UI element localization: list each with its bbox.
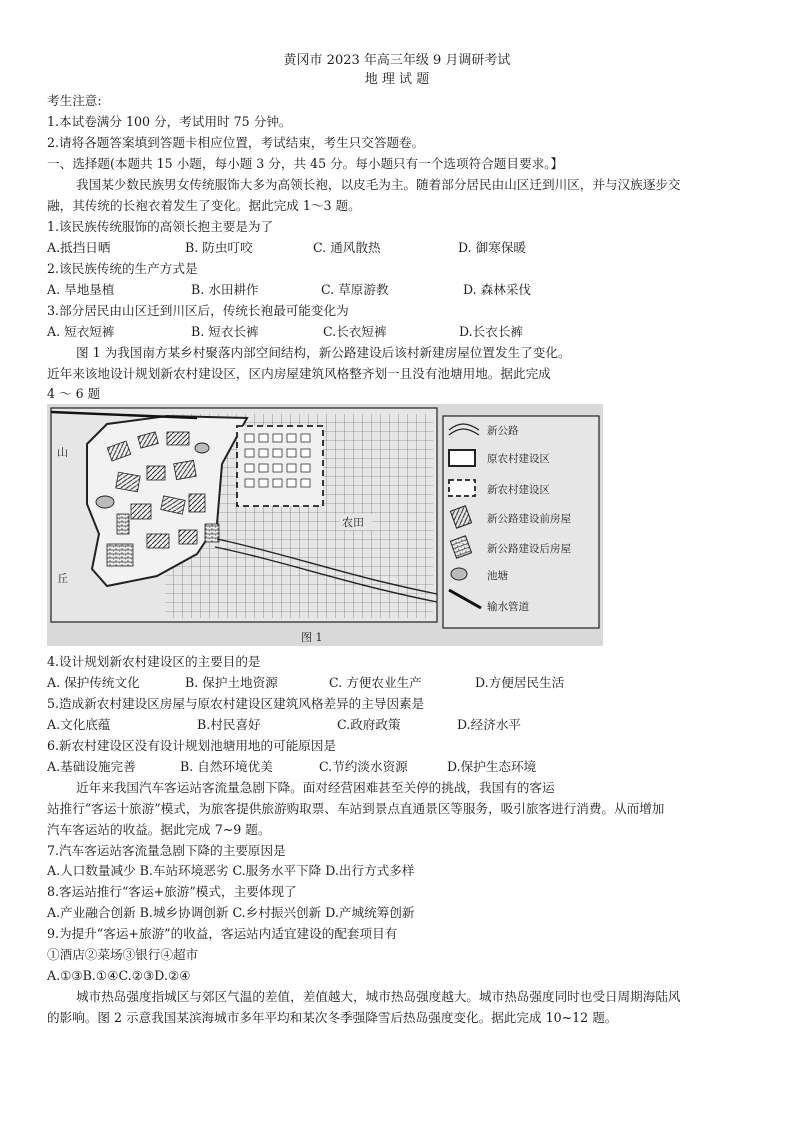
question-9-items: ①酒店②菜场③银行④超市 [47,947,199,962]
option-c: C.长衣短裤 [323,324,387,339]
legend-new-zone-icon [449,480,475,496]
passage-1-line-1: 我国某少数民族男女传统服饰大多为高领长袍，以皮毛为主。随着部分居民由山区迁到川区，并与汉族逐步交 [76,177,681,192]
question-7-stem: 7.汽车客运站客流量急剧下降的主要原因是 [47,843,286,858]
figure-caption: 图 1 [301,631,323,644]
option-b: B. 保护土地资源 [185,675,278,690]
section-heading: 一、选择题(本题共 15 小题，每小题 3 分，共 45 分。每小题只有一个选项符合题目要求。】 [47,156,564,171]
exam-title: 黄冈市 2023 年高三年级 9 月调研考试 [283,53,511,68]
notice-head: 考生注意: [47,93,102,108]
option-a: A.文化底蕴 [47,717,111,732]
question-2-options [47,281,754,299]
question-9-stem: 9.为提升“客运+旅游”的收益，客运站内适宜建设的配套项目有 [47,926,398,941]
legend-new-road: 新公路 [487,425,519,437]
passage-1-line-2: 融，其传统的长袍衣着发生了变化。据此完成 1～3 题。 [47,198,361,213]
option-b: B. 短衣长裤 [191,324,259,339]
legend-old-zone-icon [449,450,475,466]
option-c: C.节约淡水资源 [319,759,408,774]
option-d: D.保护生态环境 [447,759,537,774]
legend-pond-icon [451,568,467,580]
exam-subtitle: 地 理 试 题 [364,72,430,87]
legend-new-zone: 新农村建设区 [487,484,550,496]
notice-item-2: 2.请将各题答案填到答题卡相应位置，考试结束，考生只交答题卷。 [47,135,425,150]
question-1-options [47,239,754,257]
label-field: 农田 [342,516,364,529]
legend-pipe: 输水管道 [487,601,529,613]
option-d: D. 御寒保暖 [458,240,527,255]
question-8-options: A.产业融合创新 B.城乡协调创新 C.乡村振兴创新 D.产城统筹创新 [47,905,415,920]
option-a: A.基础设施完善 [47,759,136,774]
legend-new-house: 新公路建设后房屋 [487,543,571,555]
option-c: C. 草原游教 [321,282,389,297]
option-a: A. 保护传统文化 [47,675,140,690]
question-3-stem: 3.部分居民由山区迁到川区后，传统长袍最可能变化为 [47,303,349,318]
option-c: C.政府政策 [337,717,401,732]
option-d: D.方便居民生活 [475,675,565,690]
option-a: A. 短衣短裤 [47,324,115,339]
label-hill: 丘 [57,572,68,585]
passage-2-line-1: 图 1 为我国南方某乡村聚落内部空间结构，新公路建设后该村新建房屋位置发生了变化。 [76,345,571,360]
passage-3-line-2: 站推行“客运十旅游”模式，为旅客提供旅游购取票、车站到景点直通景区等服务，吸引旅客进行消费。从而增加 [47,801,665,816]
legend-old-house: 新公路建设前房屋 [487,513,571,525]
option-c: C. 方便农业生产 [329,675,422,690]
option-d: D.长衣长裤 [459,324,524,339]
option-a: A. 旱地垦植 [47,282,115,297]
passage-4-line-1: 城市热岛强度指城区与郊区气温的差值，差值越大，城市热岛强度越大。城市热岛强度同时也受日周期海陆风 [76,989,681,1004]
question-8-stem: 8.客运站推行“客运+旅游”模式，主要体现了 [47,884,297,899]
figure-1 [47,404,603,646]
notice-item-1: 1.本试卷满分 100 分，考试用时 75 分钟。 [47,114,292,129]
legend-old-zone: 原农村建设区 [487,453,550,465]
passage-3-line-1: 近年来我国汽车客运站客流量急剧下降。面对经营困难甚至关停的挑战，我国有的客运 [76,780,555,795]
question-9-options: A.①③B.①④C.②③D.②④ [47,968,191,983]
question-1-stem: 1.该民族传统服饰的高领长抱主要是为了 [47,219,274,234]
question-4-stem: 4.设计规划新农村建设区的主要目的是 [47,654,261,669]
passage-4-line-2: 的影响。图 2 示意我国某滨海城市多年平均和某次冬季强降雪后热岛强度变化。据此完成 10~12 题。 [47,1010,618,1025]
question-3-options [47,323,754,341]
question-5-stem: 5.造成新农村建设区房屋与原农村建设区建筑风格差异的主导因素是 [47,696,425,711]
legend-pond: 池塘 [487,570,508,582]
figure-1-map [47,404,603,646]
option-c: C. 通风散热 [313,240,381,255]
option-b: B. 水田耕作 [191,282,259,297]
question-5-options [47,716,754,734]
question-6-stem: 6.新农村建设区没有设计规划池塘用地的可能原因是 [47,738,337,753]
question-4-options [47,674,754,692]
label-mountain: 山 [57,446,68,459]
passage-2-line-2: 近年来该地设计规划新农村建设区，区内房屋建筑风格整齐划一且没有池塘用地。据此完成 [47,366,551,381]
question-2-stem: 2.该民族传统的生产方式是 [47,261,198,276]
passage-2-line-3: 4 ～ 6 题 [47,386,101,401]
option-b: B.村民喜好 [197,717,261,732]
option-b: B. 自然环境优美 [180,759,273,774]
question-7-options: A.人口数量减少 B.车站环境恶劣 C.服务水平下降 D.出行方式多样 [47,863,415,878]
question-6-options [47,758,754,776]
passage-3-line-3: 汽车客运站的收益。据此完成 7~9 题。 [47,822,271,837]
option-d: D.经济水平 [457,717,522,732]
option-b: B. 防虫叮咬 [185,240,253,255]
option-a: A.抵挡日晒 [47,240,111,255]
option-d: D. 森林采伐 [463,282,532,297]
